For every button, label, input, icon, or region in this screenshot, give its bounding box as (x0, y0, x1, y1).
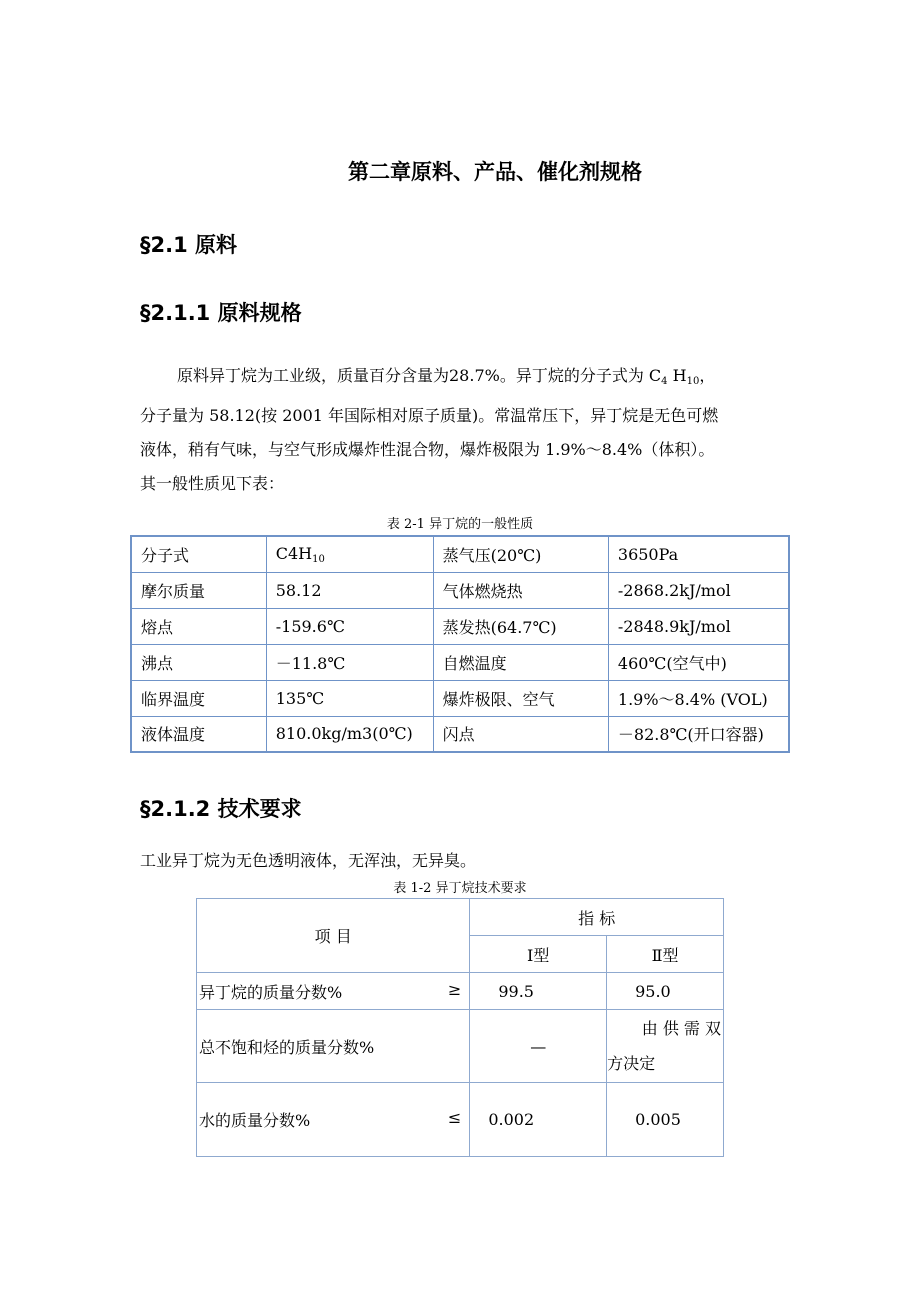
table-cell: 气体燃烧热 (433, 572, 608, 608)
section-heading-2-1-2: §2.1.2 技术要求 (140, 797, 302, 821)
subscript: 4 (661, 376, 668, 387)
table-cell: 0.005 (607, 1083, 724, 1157)
chapter-title: 第二章原料、产品、催化剂规格 (348, 160, 642, 184)
properties-table (130, 535, 790, 753)
paragraph-raw-material (140, 359, 790, 501)
header-item: 项 目 (197, 899, 470, 973)
table-row (131, 716, 789, 752)
table-cell: 810.0kg/m3(0℃) (266, 716, 433, 752)
table-cell: 95.0 (607, 973, 724, 1010)
table-cell: 99.5 (470, 973, 607, 1010)
table2-caption: 表 1-2 异丁烷技术要求 (393, 881, 527, 896)
header-type2: Ⅱ型 (607, 936, 724, 973)
table-cell: 沸点 (131, 644, 266, 680)
table-cell: －82.8℃(开口容器) (608, 716, 789, 752)
paragraph-line (140, 359, 790, 399)
table-cell: 爆炸极限、空气 (433, 680, 608, 716)
table-cell: -2868.2kJ/mol (608, 572, 789, 608)
table-cell: 1.9%～8.4% (VOL) (608, 680, 789, 716)
text: ， (699, 366, 716, 385)
table-cell: 临界温度 (131, 680, 266, 716)
paragraph-line: 液体，稍有气味，与空气形成爆炸性混合物，爆炸极限为 1.9%～8.4%（体积）。 (140, 440, 715, 459)
text: C4H (275, 543, 313, 563)
table-cell: 135℃ (266, 680, 433, 716)
table-cell (607, 1010, 724, 1083)
table-cell: －11.8℃ (266, 644, 433, 680)
section-heading-2-1: §2.1 原料 (140, 233, 238, 257)
table-cell: 闪点 (433, 716, 608, 752)
table-row (197, 973, 724, 1010)
item-label: 异丁烷的质量分数% (199, 982, 343, 1002)
table-cell: 液体温度 (131, 716, 266, 752)
cell-line: 方决定 (607, 1054, 656, 1073)
table-cell: — (470, 1010, 607, 1083)
table-cell: 3650Pa (608, 536, 789, 572)
table-cell: 0.002 (470, 1083, 607, 1157)
subscript: 10 (686, 376, 700, 387)
table-cell (197, 973, 470, 1010)
item-label: 水的质量分数% (199, 1111, 311, 1130)
table-cell: 460℃(空气中) (608, 644, 789, 680)
table-cell: 摩尔质量 (131, 572, 266, 608)
table-row (131, 572, 789, 608)
table-cell: -2848.9kJ/mol (608, 608, 789, 644)
table-row (197, 1010, 724, 1083)
table-cell: 总不饱和烃的质量分数% (197, 1010, 470, 1083)
table-cell: 蒸发热(64.7℃) (433, 608, 608, 644)
table-row (197, 1083, 724, 1157)
table-header-row (197, 899, 724, 936)
text: H (667, 366, 687, 385)
paragraph-tech-requirements: 工业异丁烷为无色透明液体，无浑浊，无异臭。 (140, 851, 477, 870)
text: 原料异丁烷为工业级，质量百分含量为28.7%。异丁烷的分子式为 C (177, 366, 662, 385)
paragraph-line: 其一般性质见下表： (140, 474, 285, 493)
table-row (131, 608, 789, 644)
header-index: 指 标 (470, 899, 724, 936)
table-cell: 分子式 (131, 536, 266, 572)
table-cell: 蒸气压(20℃) (433, 536, 608, 572)
operator: ≥ (447, 979, 462, 999)
table-cell (197, 1083, 470, 1157)
tech-requirements-table (196, 898, 724, 1157)
cell-line: 由 供 需 双 (641, 1019, 721, 1038)
table-cell: 自燃温度 (433, 644, 608, 680)
table-cell: 熔点 (131, 608, 266, 644)
operator: ≤ (447, 1108, 462, 1127)
table-row (131, 680, 789, 716)
paragraph-line: 分子量为 58.12(按 2001 年国际相对原子质量)。常温常压下，异丁烷是无色可燃 (140, 406, 719, 425)
table-cell: 58.12 (266, 572, 433, 608)
table-row (131, 536, 789, 572)
table-cell (266, 536, 433, 572)
header-type1: Ⅰ型 (470, 936, 607, 973)
table1-caption: 表 2-1 异丁烷的一般性质 (386, 517, 534, 532)
subscript: 10 (312, 553, 325, 565)
table-cell: -159.6℃ (266, 608, 433, 644)
table-row (131, 644, 789, 680)
section-heading-2-1-1: §2.1.1 原料规格 (140, 301, 302, 325)
